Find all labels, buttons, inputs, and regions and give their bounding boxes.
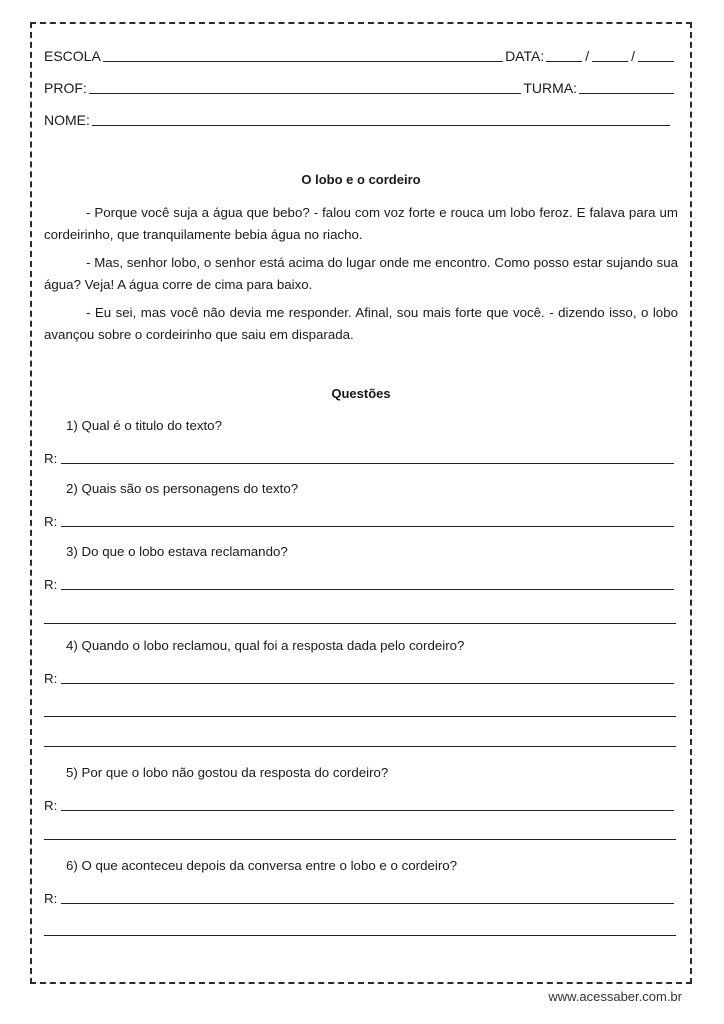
answer-4-row bbox=[44, 668, 676, 686]
date-label: DATA: bbox=[505, 48, 545, 64]
answer-3-row bbox=[44, 574, 676, 592]
story-paragraph-2: - Mas, senhor lobo, o senhor está acima do lugar onde me encontro. Como posso estar sujando sua água? Veja! A água corre de cima para baixo. bbox=[44, 255, 678, 292]
answer-4-extra-line-2[interactable] bbox=[44, 745, 676, 747]
school-date-row bbox=[44, 44, 676, 64]
teacher-class-row bbox=[44, 76, 676, 96]
answer-label: R: bbox=[44, 798, 58, 813]
answer-6-row bbox=[44, 888, 676, 906]
question-3: 3) Do que o lobo estava reclamando? bbox=[66, 544, 288, 559]
name-row bbox=[44, 108, 672, 128]
date-separator-2: / bbox=[631, 48, 635, 64]
answer-label: R: bbox=[44, 451, 58, 466]
answer-2-line[interactable] bbox=[61, 512, 674, 527]
question-6: 6) O que aconteceu depois da conversa entre o lobo e o cordeiro? bbox=[66, 858, 458, 873]
question-5: 5) Por que o lobo não gostou da resposta do cordeiro? bbox=[66, 765, 389, 780]
answer-5-row bbox=[44, 795, 676, 813]
name-label: NOME: bbox=[44, 112, 90, 128]
date-month-field[interactable] bbox=[592, 47, 628, 62]
answer-6-line[interactable] bbox=[61, 889, 674, 904]
question-2: 2) Quais são os personagens do texto? bbox=[66, 481, 299, 496]
story-paragraph-3: - Eu sei, mas você não devia me responder. Afinal, sou mais forte que você. - dizendo isso, o lobo avançou sobre o cordeirinho que saiu em disparada. bbox=[44, 305, 678, 342]
name-field[interactable] bbox=[92, 111, 670, 126]
answer-5-extra-line[interactable] bbox=[44, 838, 676, 840]
worksheet-border bbox=[30, 22, 692, 984]
answer-3-line[interactable] bbox=[61, 575, 674, 590]
class-label: TURMA: bbox=[523, 80, 577, 96]
website-footer: www.acessaber.com.br bbox=[548, 989, 682, 1004]
school-label: ESCOLA bbox=[44, 48, 101, 64]
question-1: 1) Qual é o titulo do texto? bbox=[66, 418, 222, 433]
school-field[interactable] bbox=[103, 47, 503, 62]
date-separator-1: / bbox=[585, 48, 590, 64]
answer-label: R: bbox=[44, 671, 58, 686]
answer-4-extra-line-1[interactable] bbox=[44, 715, 676, 717]
date-year-field[interactable] bbox=[638, 47, 674, 62]
answer-5-line[interactable] bbox=[61, 796, 674, 811]
answer-label: R: bbox=[44, 514, 58, 529]
answer-label: R: bbox=[44, 891, 58, 906]
answer-1-line[interactable] bbox=[61, 449, 674, 464]
date-day-field[interactable] bbox=[546, 47, 582, 62]
teacher-label: PROF: bbox=[44, 80, 87, 96]
answer-6-extra-line[interactable] bbox=[44, 934, 676, 936]
story-paragraph-1: - Porque você suja a água que bebo? - falou com voz forte e rouca um lobo feroz. E falava para um cordeirinho, que tranquilamente bebia água no riacho. bbox=[44, 205, 678, 242]
answer-3-extra-line[interactable] bbox=[44, 622, 676, 624]
story-title: O lobo e o cordeiro bbox=[301, 172, 421, 187]
questions-title: Questões bbox=[331, 386, 391, 401]
class-field[interactable] bbox=[579, 79, 674, 94]
answer-label: R: bbox=[44, 577, 58, 592]
teacher-field[interactable] bbox=[89, 79, 522, 94]
answer-4-line[interactable] bbox=[61, 669, 674, 684]
answer-1-row bbox=[44, 448, 676, 466]
answer-2-row bbox=[44, 511, 676, 529]
question-4: 4) Quando o lobo reclamou, qual foi a resposta dada pelo cordeiro? bbox=[66, 638, 465, 653]
